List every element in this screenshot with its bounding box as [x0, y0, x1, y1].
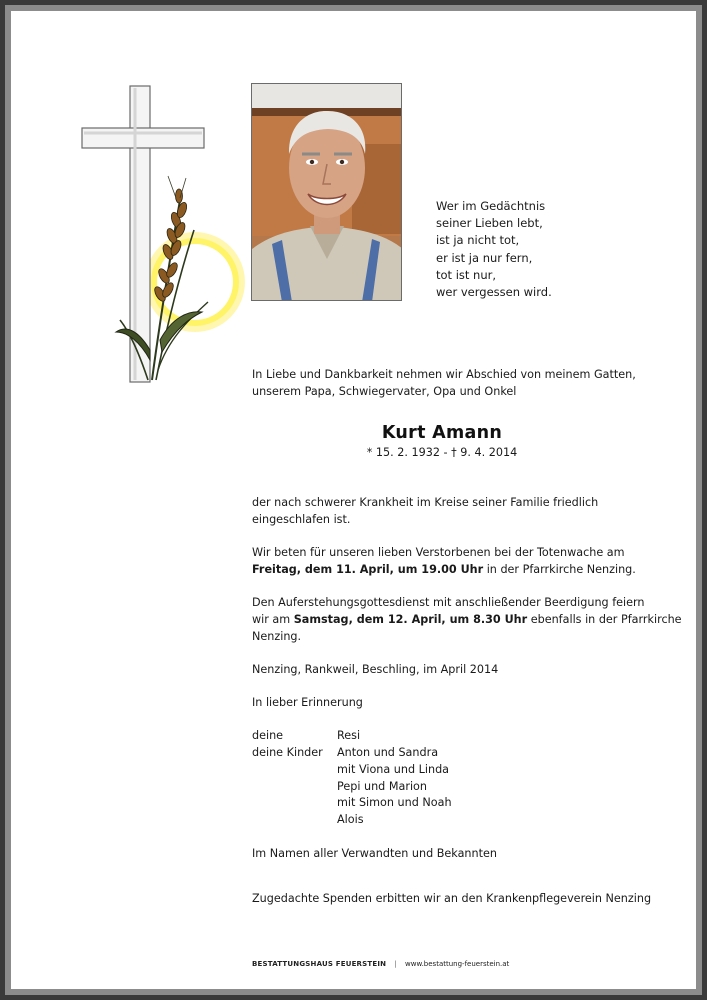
funeral-prefix: wir am	[252, 612, 294, 626]
donations-line: Zugedachte Spenden erbitten wir an den Krankenpflegeverein Nenzing	[252, 892, 652, 905]
footer-separator: |	[394, 960, 397, 968]
footer	[252, 960, 509, 968]
wake-date-time: Freitag, dem 11. April, um 19.00 Uhr	[252, 562, 484, 576]
passing-text	[252, 495, 598, 529]
poem-line: wer vergessen wird.	[436, 285, 552, 300]
deceased-name: Kurt Amann	[381, 423, 503, 443]
cross-wheat-illustration	[68, 80, 268, 400]
place-date: Nenzing, Rankweil, Beschling, im April 2014	[252, 663, 499, 676]
child-entry: mit Simon und Noah	[337, 796, 452, 810]
funeral-date-time: Samstag, dem 12. April, um 8.30 Uhr	[293, 612, 528, 626]
passing-line: der nach schwerer Krankheit im Kreise seiner Familie friedlich	[252, 496, 599, 509]
poem-line: tot ist nur,	[436, 267, 497, 282]
funeral-home-name: BESTATTUNGSHAUS FEUERSTEIN	[252, 960, 387, 968]
intro-line: unserem Papa, Schwiegervater, Opa und Onkel	[252, 384, 517, 398]
children-list	[337, 745, 452, 829]
funeral-location: ebenfalls in der Pfarrkirche	[527, 612, 682, 626]
wake-line: Wir beten für unseren lieben Verstorbenen bei der Totenwache am	[252, 546, 625, 559]
poem-line: er ist ja nur fern,	[436, 250, 533, 265]
child-entry: Pepi und Marion	[337, 779, 427, 793]
funeral-notice	[252, 595, 682, 645]
children-label: deine Kinder	[252, 746, 323, 759]
child-entry: Alois	[337, 813, 364, 827]
poem-line: ist ja nicht tot,	[436, 233, 520, 248]
child-entry: mit Viona und Linda	[337, 762, 450, 776]
remembrance-line: In lieber Erinnerung	[252, 696, 363, 709]
website-link[interactable]: www.bestattung-feuerstein.at	[405, 960, 510, 968]
poem-line: seiner Lieben lebt,	[436, 216, 543, 231]
memorial-poem	[436, 198, 552, 301]
funeral-line	[252, 612, 682, 629]
child-entry: Anton und Sandra	[337, 746, 439, 759]
poem-line: Wer im Gedächtnis	[436, 199, 546, 213]
mourner-label: deine	[252, 729, 284, 742]
life-dates: * 15. 2. 1932 - † 9. 4. 2014	[366, 446, 518, 459]
wake-location: in der Pfarrkirche Nenzing.	[483, 562, 636, 576]
wake-line	[252, 562, 636, 579]
funeral-line: Nenzing.	[252, 629, 302, 643]
passing-line: eingeschlafen ist.	[252, 512, 351, 526]
mourner-name: Resi	[337, 729, 361, 742]
wake-notice	[252, 545, 636, 579]
intro-line: In Liebe und Dankbarkeit nehmen wir Abschied von meinem Gatten,	[252, 368, 636, 381]
funeral-line: Den Auferstehungsgottesdienst mit anschließender Beerdigung feiern	[252, 596, 645, 609]
intro-text	[252, 367, 636, 401]
portrait-photo	[251, 83, 402, 301]
relatives-line: Im Namen aller Verwandten und Bekannten	[252, 847, 497, 860]
